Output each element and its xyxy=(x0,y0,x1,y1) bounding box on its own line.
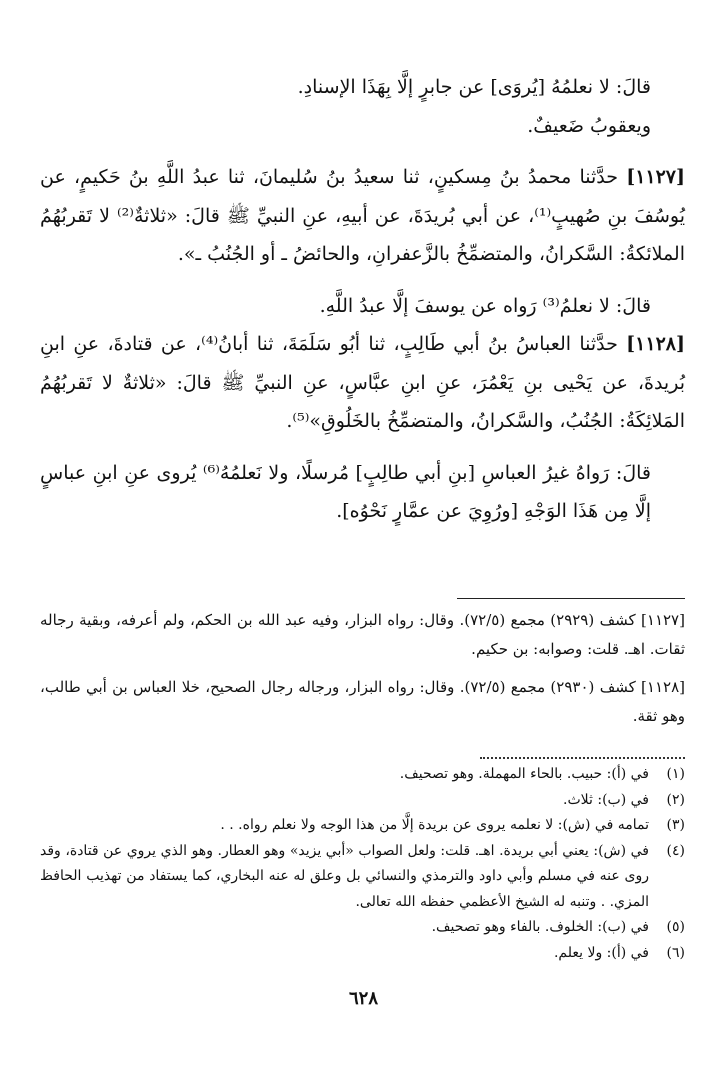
footnote xyxy=(40,839,685,916)
footnote-number: (١) xyxy=(666,766,685,782)
paragraph-remark-1127: قالَ: لا نعلمُ⁽³⁾ رَواه عن يوسفَ إلَّا عبدُ اللَّهِ. xyxy=(319,294,651,317)
page-number: ٦٢٨ xyxy=(348,988,378,1009)
paragraph-yaqub-weak: ويعقوبُ ضَعيفٌ. xyxy=(527,114,651,137)
footnote-number: (٣) xyxy=(666,817,685,833)
hadith-text: حدَّثنا محمدُ بنُ مِسكينٍ، ثنا سعيدُ بنُ سُليمانَ، ثنا عبدُ اللَّهِ بنُ حَكيمٍ، عن يُوسُفَ بنِ صُهيبٍ⁽¹⁾، عن أبي بُريدَةَ، عن أبيهِ، عنِ النبيِّ ﷺ قالَ: «ثلاثةٌ⁽²⁾ لا تَقربُهُمُ الملائكةُ: السَّكرانُ، والمتضمِّخُ بالزَّعفرانِ، والحائضُ ـ أو الجُنُبُ ـ». xyxy=(40,166,685,265)
footnote xyxy=(40,788,685,814)
footnotes xyxy=(40,762,685,966)
footnote-text: في (أ): حبيب. بالحاء المهملة. وهو تصحيف. xyxy=(399,766,649,782)
footnote-text: تمامه في (ش): لا نعلمه يروى عن بريدة إلَّا من هذا الوجه ولا نعلم رواه. . . xyxy=(220,817,649,833)
footnote-text: في (أ): ولا يعلم. xyxy=(553,944,649,961)
footnote-number: (٢) xyxy=(666,791,685,808)
hadith-1127 xyxy=(40,158,685,274)
footnote xyxy=(40,762,685,788)
footnote-number: (٥) xyxy=(666,919,685,935)
takhrij-1128: [١١٢٨] كشف (٢٩٣٠) مجمع (٧٢/٥). وقال: رواه البزار، ورجاله رجال الصحيح، خلا العباس بن أبي طالب، وهو ثقة. xyxy=(40,678,685,725)
footnote xyxy=(40,915,685,941)
hadith-text: حدَّثنا العباسُ بنُ أبي طَالِبٍ، ثنا أبُو سَلَمَةَ، ثنا أبانُ⁽⁴⁾، عن قتادةَ، عنِ ابنِ بُريدةَ، عن يَحْيى بنِ يَعْمُرَ، عنِ ابنِ عبَّاسٍ، عنِ النبيِّ ﷺ قالَ: «ثلاثةٌ لا تَقربُهُمُ المَلائِكَةُ: الجُنُبُ، والسَّكرانُ، والمتضمِّخُ بالخَلُوقِ»⁽⁵⁾. xyxy=(40,333,685,432)
main-text xyxy=(40,68,685,531)
footnote-number: (٦) xyxy=(666,944,685,961)
paragraph-remark-1128: قالَ: رَواهُ غيرُ العباسِ [بنِ أبي طالِبٍ] مُرسلًا، ولا نَعلمُهُ⁽⁶⁾ يُروى عنِ ابنِ عباسٍ إلَّا مِن هَذَا الوَجْهِ [ورُوِيَ عن عمَّارٍ نَحْوُه]. xyxy=(40,461,651,522)
footnote-text: في (ب): الخلوف. بالفاء وهو تصحيف. xyxy=(431,919,649,935)
footnotes-separator xyxy=(480,757,685,759)
paragraph-jabir-remark: قالَ: لا نعلمُهُ [يُروَى] عن جابرٍ إلَّا بِهَذَا الإسنادِ. xyxy=(297,76,651,98)
footnote-text: في (ش): يعني أبي بريدة. اهـ. قلت: ولعل الصواب «أبي يزيد» وهو العطار. وهو الذي يروي عن قتادة، وقد روى عنه في مسلم وأبي داود والترمذي والنسائي بل وعلق له عنه البخاري، كما يستفاد من تهذيب الحافظ المزي. . وتنبه له الشيخ الأعظمي حفظه الله تعالى. xyxy=(40,842,649,910)
takhrij-section xyxy=(40,606,685,731)
hadith-1128 xyxy=(40,325,685,441)
hadith-number: [١١٢٧] xyxy=(626,166,686,188)
footnote-number: (٤) xyxy=(666,842,685,859)
takhrij-separator xyxy=(457,598,685,599)
footnote xyxy=(40,941,685,967)
footnote-text: في (ب): ثلاث. xyxy=(563,791,649,808)
takhrij-1127: [١١٢٧] كشف (٢٩٢٩) مجمع (٧٢/٥). وقال: رواه البزار، وفيه عبد الله بن الحكم، ولم أعرفه، وبقية رجاله ثقات. اهـ. قلت: وصوابه: بن حكيم. xyxy=(40,611,685,658)
footnote xyxy=(40,813,685,839)
hadith-number: [١١٢٨] xyxy=(626,333,685,355)
